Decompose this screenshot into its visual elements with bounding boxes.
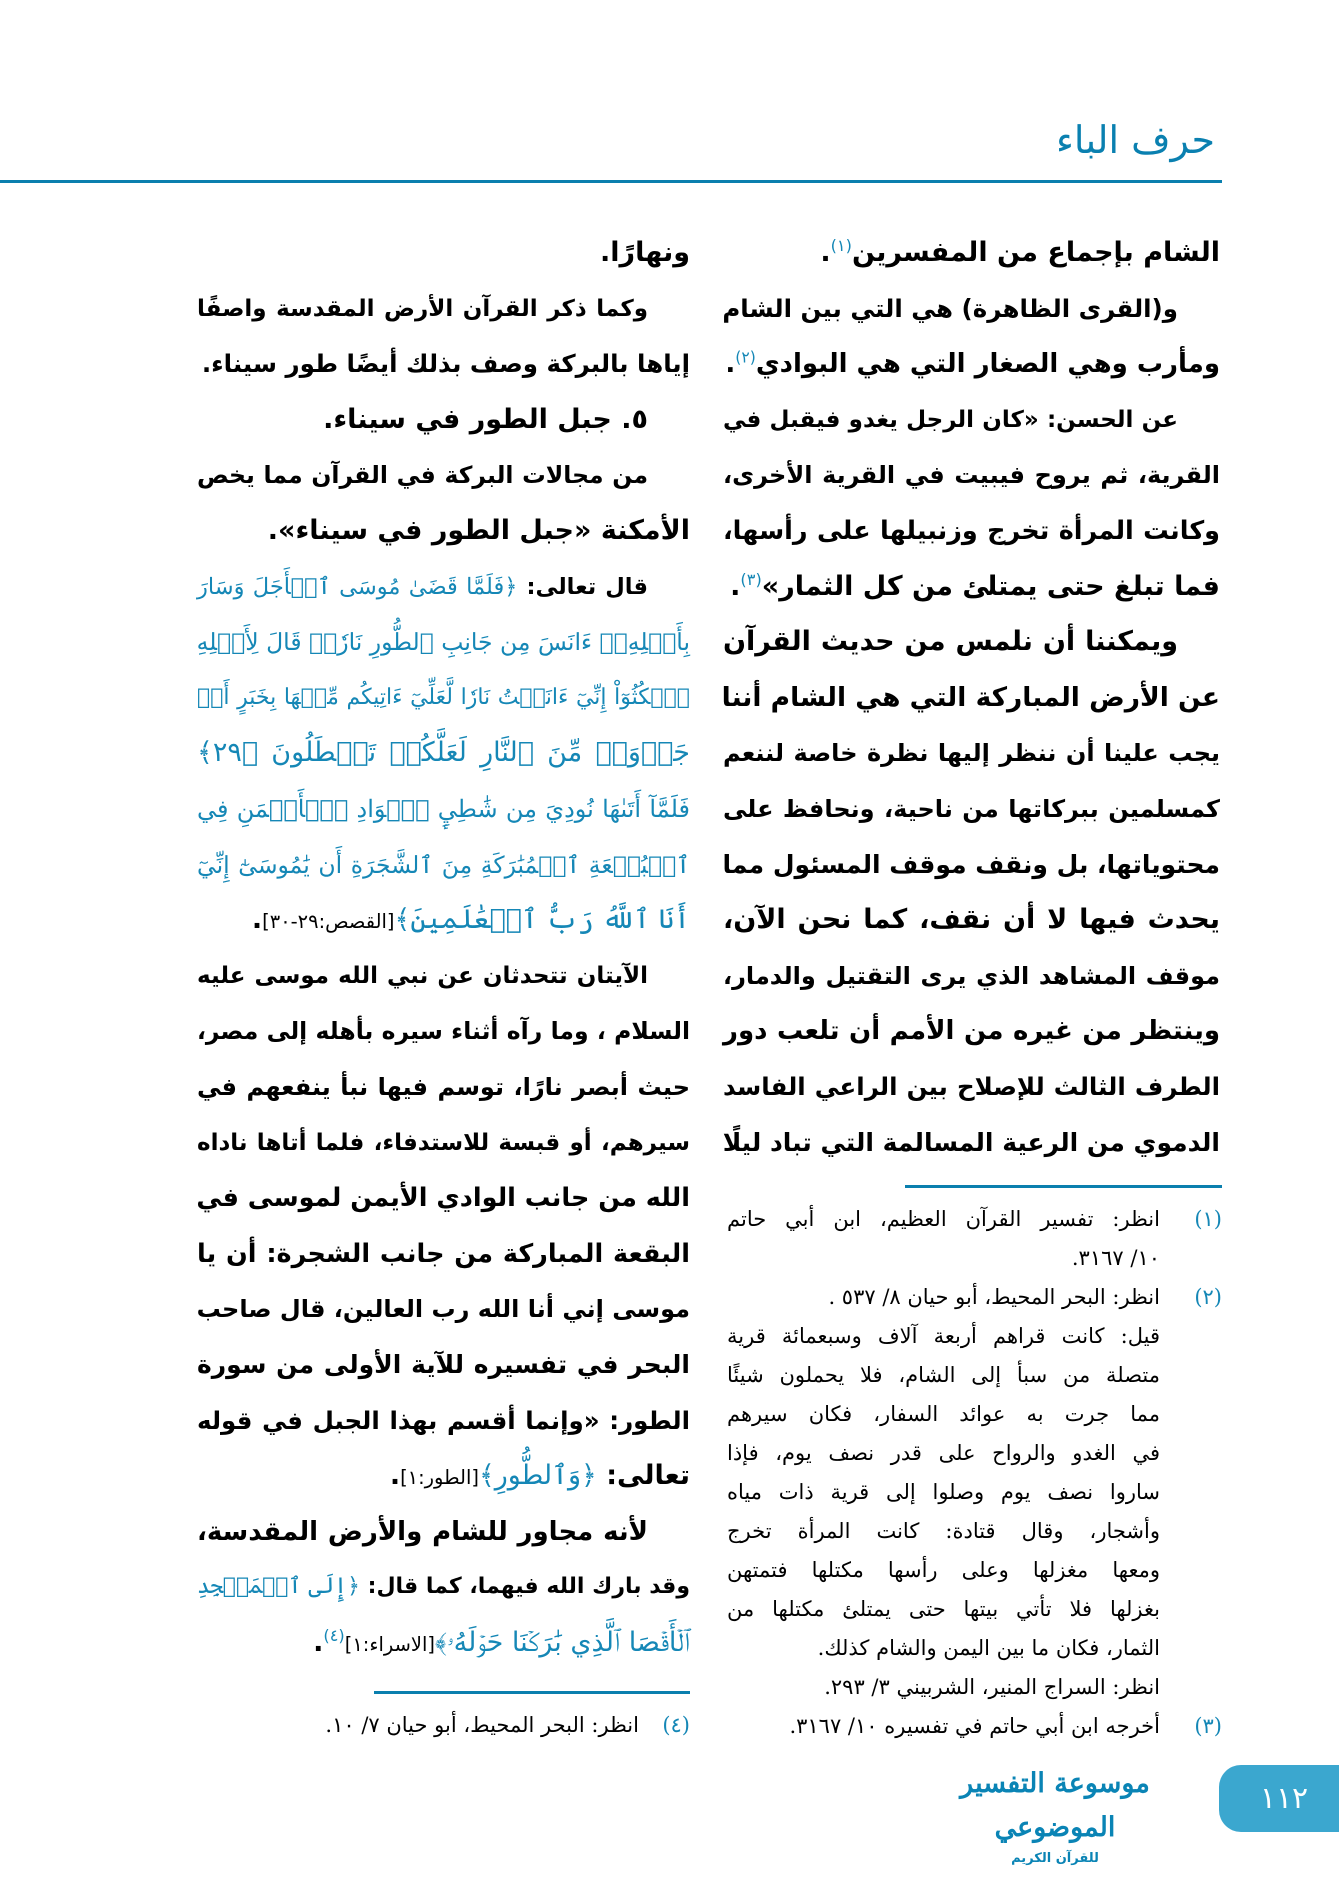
text-line	[197, 1226, 690, 1282]
text-line	[197, 1559, 690, 1615]
quran-verse: أَنَا ٱللَّهُ رَبُّ ٱلۡعَٰلَمِينَ﴾	[394, 904, 690, 936]
footnote-line: قيل: كانت قراهم أربعة آلاف وسبعمائة قرية	[727, 1324, 1160, 1348]
verse-reference: [القصص:٢٩-٣٠]	[262, 910, 395, 934]
footnote-line: وأشجار، وقال قتادة: كانت المرأة تخرج	[727, 1519, 1160, 1543]
page-number: ١١٢	[1219, 1765, 1339, 1832]
left-footnote-divider	[374, 1691, 690, 1694]
text-line	[197, 1337, 690, 1393]
quran-verse: جَذۡوَةٖ مِّنَ ٱلنَّارِ لَعَلَّكُمۡ تَصۡطَلُونَ ﴿٢٩﴾	[197, 737, 690, 769]
text-line	[197, 281, 648, 337]
text-segment: ونهارًا.	[600, 237, 690, 268]
footnote-line: انظر: السراج المنير، الشربيني ٣/ ٢٩٣.	[824, 1675, 1160, 1699]
footnote-line: انظر: البحر المحيط، أبو حيان ٧/ ١٠.	[325, 1713, 639, 1737]
text-line	[723, 892, 1220, 948]
text-line	[723, 1115, 1220, 1171]
text-segment: فما تبلغ حتى يمتلئ من كل الثمار»	[761, 570, 1220, 602]
text-line	[197, 336, 690, 392]
text-line	[723, 614, 1178, 670]
text-segment: ٥. جبل الطور في سيناء.	[323, 403, 648, 435]
footnote-marker[interactable]: (١)	[830, 236, 852, 255]
footnote-number: (٣)	[1194, 1714, 1222, 1738]
footnote-line: متصلة من سبأ إلى الشام، فلا يحملون شيئًا	[727, 1363, 1160, 1387]
footnote-line: أخرجه ابن أبي حاتم في تفسيره ١٠/ ٣١٦٧.	[789, 1714, 1160, 1738]
text-line	[723, 559, 1220, 615]
text-segment: و(القرى الظاهرة) هي التي بين الشام	[722, 293, 1178, 323]
text-line	[197, 1393, 690, 1449]
text-segment: السلام ، وما رآه أثناء سيره بأهله إلى مصر،	[197, 1017, 690, 1046]
text-segment: وكانت المرأة تخرج وزنبيلها على رأسها،	[723, 516, 1220, 546]
text-line	[197, 1003, 690, 1059]
text-line	[197, 1504, 648, 1560]
text-line	[197, 1059, 690, 1115]
text-line	[723, 670, 1220, 726]
text-segment: الشام بإجماع من المفسرين	[851, 237, 1220, 268]
text-line	[197, 1281, 690, 1337]
text-line	[723, 837, 1220, 893]
text-line	[723, 1003, 1220, 1059]
footnote-line: الثمار، فكان ما بين اليمن والشام كذلك.	[817, 1636, 1160, 1660]
verse-reference: [الطور:١]	[400, 1466, 479, 1490]
text-segment: كمسلمين ببركاتها من ناحية، ونحافظ على	[723, 795, 1220, 823]
text-line	[197, 225, 690, 281]
text-segment: محتوياتها، بل ونقف موقف المسئول مما	[722, 849, 1220, 879]
footnote-number: (٤)	[662, 1713, 690, 1737]
footnote-line: في الغدو والرواح على قدر نصف يوم، فإذا	[727, 1441, 1160, 1465]
footnote-line: ومعها مغزلها وعلى رأسها مكتلها فتمتهن	[727, 1558, 1160, 1582]
footnote-marker[interactable]: (٤)	[323, 1626, 345, 1645]
quran-verse: ٱلۡبُقۡعَةِ ٱلۡمُبَٰرَكَةِ مِنَ ٱلشَّجَرَةِ أَن يَٰمُوسَىٰٓ إِنِّيٓ	[197, 850, 690, 879]
text-segment: موسى إني أنا الله رب العالين، قال صاحب	[196, 1295, 690, 1324]
text-line	[197, 837, 690, 893]
logo-subtitle: للقرآن الكريم	[1011, 1851, 1099, 1866]
quran-verse: ﴿فَلَمَّا قَضَىٰ مُوسَى ٱلۡأَجَلَ وَسَارَ	[197, 573, 518, 600]
footnote-marker[interactable]: (٣)	[740, 569, 762, 589]
header-divider	[0, 180, 1222, 183]
quran-verse: ٱلۡأَقۡصَا ٱلَّذِي بَٰرَكۡنَا حَوۡلَهُۥ﴾	[434, 1627, 690, 1658]
text-line	[197, 392, 648, 448]
text-line	[197, 559, 648, 615]
text-segment: وقد بارك الله فيهما، كما قال:	[359, 1574, 690, 1600]
quran-verse: ٱمۡكُثُوٓاْ إِنِّيٓ ءَانَسۡتُ نَارٗا لَّعَلِّيٓ ءَاتِيكُم مِّنۡهَا بِخَبَرٍ أَوۡ	[197, 684, 690, 710]
text-segment: يجب علينا أن ننظر إليها نظرة خاصة لننعم	[723, 739, 1220, 768]
text-line	[197, 892, 690, 948]
text-segment: البحر في تفسيره للآية الأولى من سورة	[197, 1350, 690, 1379]
text-segment: .	[725, 349, 736, 380]
text-line	[197, 503, 690, 559]
right-footnote-divider	[905, 1185, 1222, 1188]
text-line	[197, 1448, 690, 1504]
text-line	[197, 447, 648, 503]
footnote-line: مما جرت به عوائد السفار، فكان سيرهم	[727, 1402, 1160, 1426]
text-line	[197, 614, 690, 670]
text-segment: من مجالات البركة في القرآن مما يخص	[197, 461, 648, 490]
text-segment: .	[730, 570, 741, 602]
text-segment: عن الحسن: «كان الرجل يغدو فيقبل في	[723, 406, 1178, 433]
text-segment: يحدث فيها لا أن نقف، كما نحن الآن،	[723, 904, 1220, 936]
text-line	[197, 1170, 690, 1226]
logo-title: موسوعة التفسير الموضوعي	[960, 1768, 1150, 1843]
text-segment: قال تعالى:	[517, 573, 648, 600]
footnote-line: ١٠/ ٣١٦٧.	[1071, 1246, 1160, 1270]
quran-verse: ﴿وَٱلطُّورِ﴾	[478, 1460, 597, 1492]
quran-verse: فَلَمَّآ أَتَىٰهَا نُودِيَ مِن شَٰطِيِٕ ٱلۡوَادِ ٱلۡأَيۡمَنِ فِي	[197, 795, 690, 823]
text-line	[723, 281, 1178, 337]
text-segment: حيث أبصر نارًا، توسم فيها نبأ ينفعهم في	[197, 1073, 690, 1101]
text-segment: .	[820, 237, 831, 268]
text-segment: الطور: «وإنما أقسم بهذا الجبل في قوله	[197, 1405, 690, 1435]
text-segment: .	[389, 1460, 401, 1492]
text-segment: البقعة المباركة من جانب الشجرة: أن يا	[197, 1238, 690, 1269]
text-segment: الدموي من الرعية المسالمة التي تباد ليلًا	[722, 1127, 1220, 1157]
chapter-title: حرف الباء	[1056, 118, 1215, 162]
text-segment: .	[251, 904, 263, 936]
text-segment: تعالى:	[596, 1460, 690, 1492]
encyclopedia-logo	[930, 1762, 1180, 1866]
text-line	[723, 948, 1220, 1004]
footnote-line: بغزلها فلا تأتي بيتها حتى يمتلئ مكتلها من	[727, 1597, 1160, 1621]
text-line	[723, 1059, 1220, 1115]
text-line	[197, 948, 648, 1004]
text-segment: الطرف الثالث للإصلاح بين الراعي الفاسد	[723, 1072, 1220, 1101]
text-line	[723, 781, 1220, 837]
text-line	[723, 225, 1220, 281]
text-line	[197, 781, 690, 837]
text-segment: وكما ذكر القرآن الأرض المقدسة واصفًا	[197, 295, 648, 322]
text-segment: وينتظر من غيره من الأمم أن تلعب دور	[723, 1016, 1220, 1047]
footnote-line: انظر: البحر المحيط، أبو حيان ٨/ ٥٣٧ .	[828, 1285, 1160, 1309]
text-line	[723, 447, 1220, 503]
text-segment: الله من جانب الوادي الأيمن لموسى في	[196, 1183, 690, 1214]
text-segment: ويمكننا أن نلمس من حديث القرآن	[723, 626, 1178, 658]
verse-reference: [الاسراء:١]	[344, 1633, 435, 1656]
text-segment: سيرهم، أو قبسة للاستدفاء، فلما أتاها ناداه	[197, 1129, 690, 1156]
text-segment: .	[313, 1627, 324, 1658]
text-segment: إياها بالبركة وصف بذلك أيضًا طور سيناء.	[201, 349, 690, 379]
text-line	[197, 1115, 690, 1171]
text-segment: الآيتان تتحدثان عن نبي الله موسى عليه	[197, 962, 648, 989]
text-line	[723, 392, 1178, 448]
footnote-line: انظر: تفسير القرآن العظيم، ابن أبي حاتم	[727, 1207, 1160, 1231]
quran-verse: ﴿إِلَى ٱلۡمَسۡجِدِ	[197, 1574, 360, 1600]
text-line	[197, 725, 690, 781]
text-segment: عن الأرض المباركة التي هي الشام أننا	[721, 681, 1220, 713]
text-segment: لأنه مجاور للشام والأرض المقدسة،	[197, 1516, 648, 1547]
text-line	[197, 1615, 690, 1671]
text-line	[723, 503, 1220, 559]
text-line	[723, 336, 1220, 392]
quran-verse: بِأَهۡلِهِۦٓ ءَانَسَ مِن جَانِبِ ٱلطُّورِ نَارٗاۖ قَالَ لِأَهۡلِهِ	[196, 628, 690, 657]
text-segment: ومأرب وهي الصغار التي هي البوادي	[755, 349, 1220, 380]
footnote-marker[interactable]: (٢)	[735, 348, 756, 367]
text-line	[723, 725, 1220, 781]
footnote-number: (١)	[1194, 1207, 1222, 1231]
footnote-number: (٢)	[1194, 1285, 1222, 1309]
text-segment: الأمكنة «جبل الطور في سيناء».	[267, 515, 690, 546]
text-segment: موقف المشاهد الذي يرى التقتيل والدمار،	[723, 961, 1220, 990]
text-segment: القرية، ثم يروح فيبيت في القرية الأخرى،	[723, 461, 1220, 490]
footnote-line: ساروا نصف يوم وصلوا إلى قرية ذات مياه	[727, 1480, 1160, 1504]
text-line	[197, 670, 690, 726]
